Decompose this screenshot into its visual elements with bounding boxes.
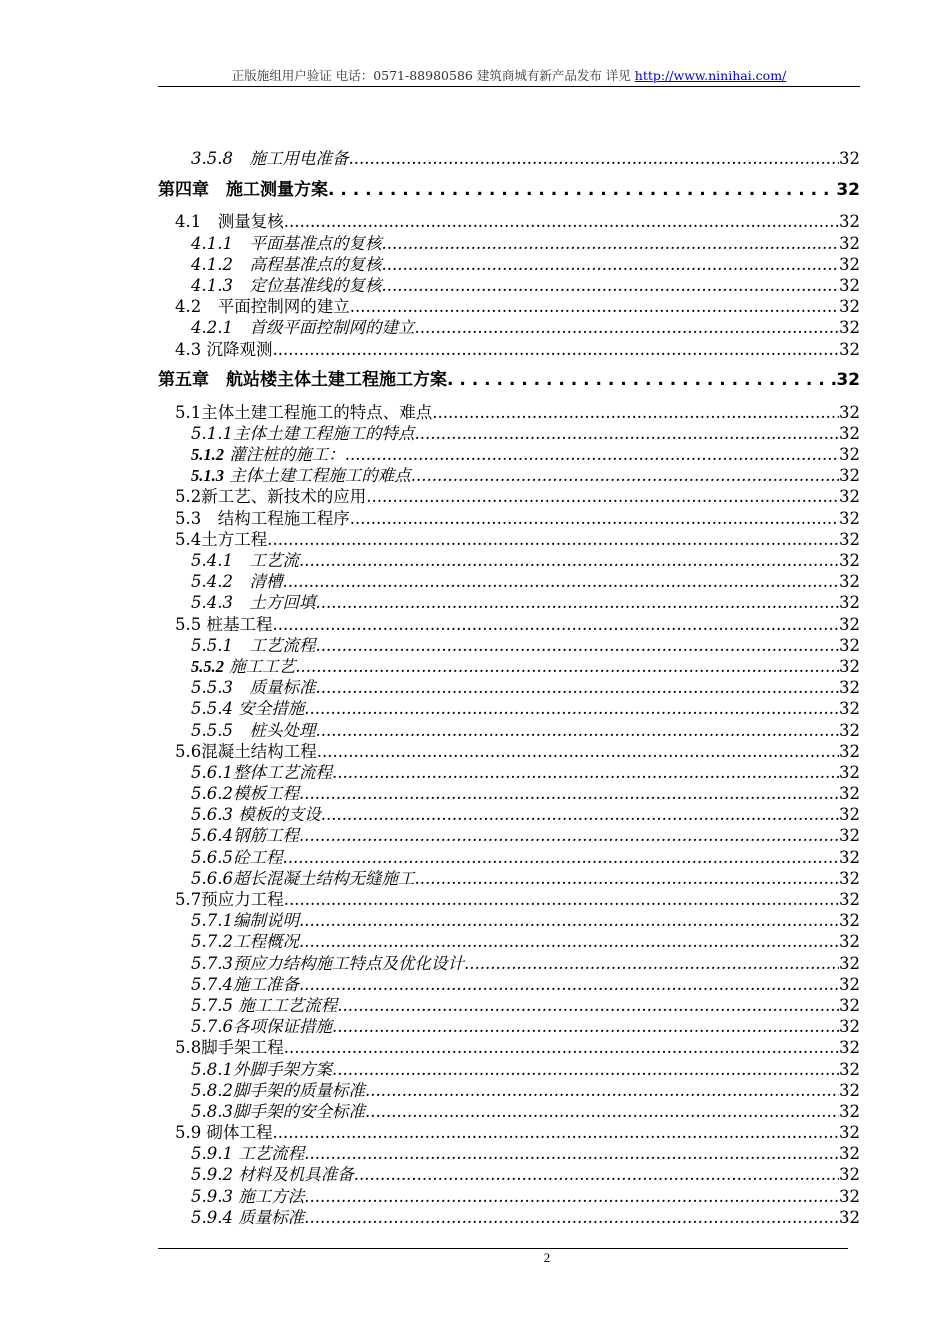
toc-entry[interactable]: [158, 825, 860, 846]
toc-entry-label: 5.6.2模板工程: [191, 784, 299, 804]
toc-entry-label: 4.2 平面控制网的建立: [175, 297, 350, 317]
toc-entry[interactable]: [158, 889, 860, 910]
toc-entry-label: [191, 656, 295, 677]
toc-page-number: 32: [839, 784, 860, 804]
toc-leader-dots: [295, 656, 839, 677]
toc-entry-label: 5.8.1外脚手架方案: [191, 1059, 332, 1079]
toc-page-number: 32: [836, 179, 860, 200]
toc-entry-label: [191, 465, 411, 486]
toc-entry[interactable]: [158, 423, 860, 444]
toc-entry-label: 4.1 测量复核: [175, 212, 284, 232]
toc-entry[interactable]: [158, 868, 860, 889]
toc-leader-dots: [304, 1143, 839, 1164]
toc-page-number: 32: [839, 275, 860, 295]
toc-entry[interactable]: [158, 1037, 860, 1058]
toc-page-number: 32: [839, 995, 860, 1015]
toc-entry-label: 4.1.3 定位基准线的复核: [191, 275, 382, 295]
toc-page-number: 32: [839, 572, 860, 592]
toc-entry[interactable]: [158, 211, 860, 232]
toc-entry-label: 5.6.1整体工艺流程: [191, 762, 332, 782]
toc-entry-label: [191, 444, 345, 465]
toc-page-number: 32: [839, 1059, 860, 1079]
toc-page-number: 32: [839, 1038, 860, 1058]
toc-entry-label: 5.5 桩基工程: [175, 614, 273, 634]
toc-entry-title: 灌注桩的施工：: [224, 445, 345, 465]
page-header: [158, 66, 860, 84]
toc-leader-dots: [273, 614, 840, 635]
toc-page-number: 32: [839, 212, 860, 232]
toc-entry-label: 5.7.5 施工工艺流程: [191, 995, 338, 1015]
toc-entry[interactable]: [158, 931, 860, 952]
toc-leader-dots: [411, 465, 839, 486]
toc-leader-dots: [328, 180, 836, 201]
toc-leader-dots: [350, 296, 839, 317]
toc-leader-dots: [432, 402, 839, 423]
toc-entry[interactable]: [158, 1016, 860, 1037]
toc-page-number: 32: [839, 423, 860, 443]
toc-entry-label: 5.2新工艺、新技术的应用: [175, 487, 367, 507]
toc-leader-dots: [299, 974, 839, 995]
toc-page-number: 32: [839, 974, 860, 994]
toc-entry[interactable]: [158, 698, 860, 719]
toc-entry-label: 5.7.1编制说明: [191, 911, 299, 931]
toc-leader-dots: [332, 1059, 839, 1080]
toc-page-number: 32: [839, 233, 860, 253]
toc-entry[interactable]: [158, 550, 860, 571]
toc-leader-dots: [299, 825, 839, 846]
toc-entry-label: 5.5.3 质量标准: [191, 678, 316, 698]
toc-page-number: 32: [839, 297, 860, 317]
toc-entry[interactable]: [158, 232, 860, 253]
toc-entry[interactable]: [158, 846, 860, 867]
toc-page-number: 32: [839, 1186, 860, 1206]
toc-entry-label: 5.8.2脚手架的质量标准: [191, 1080, 365, 1100]
toc-leader-dots: [317, 741, 839, 762]
toc-page-number: 32: [839, 699, 860, 719]
toc-entry[interactable]: [158, 677, 860, 698]
toc-entry[interactable]: [158, 338, 860, 359]
toc-leader-dots: [365, 1080, 839, 1101]
toc-entry-label: 5.6.5砼工程: [191, 847, 283, 867]
toc-entry[interactable]: [158, 762, 860, 783]
toc-entry[interactable]: [158, 529, 860, 550]
toc-entry[interactable]: [158, 783, 860, 804]
toc-entry-label: 5.7.4施工准备: [191, 974, 299, 994]
toc-entry-label: 5.1.1主体土建工程施工的特点: [191, 423, 415, 443]
toc-entry[interactable]: [158, 592, 860, 613]
toc-entry[interactable]: [158, 1080, 860, 1101]
toc-leader-dots: [299, 910, 839, 931]
toc-page-number: 32: [839, 762, 860, 782]
toc-leader-dots: [332, 762, 839, 783]
toc-entry-label: 5.5.1 工艺流程: [191, 635, 316, 655]
toc-leader-dots: [304, 698, 839, 719]
toc-leader-dots: [332, 1016, 839, 1037]
header-link[interactable]: http://www.ninihai.com/: [634, 68, 787, 83]
toc-leader-dots: [381, 275, 839, 296]
toc-entry[interactable]: [158, 635, 860, 656]
toc-page-number: 32: [839, 1101, 860, 1121]
toc-entry-label: 5.3 结构工程施工程序: [175, 508, 350, 528]
toc-entry[interactable]: [158, 1101, 860, 1122]
toc-page-number: 32: [839, 339, 860, 359]
toc-leader-dots: [381, 254, 839, 275]
toc-entry-label: 第四章 施工测量方案: [158, 179, 328, 200]
page-number: 2: [543, 1250, 551, 1265]
toc-leader-dots: [315, 635, 839, 656]
toc-page-number: 32: [839, 890, 860, 909]
toc-leader-dots: [321, 804, 839, 825]
toc-leader-dots: [366, 486, 839, 507]
toc-page-number: 32: [839, 402, 860, 422]
toc-entry[interactable]: [158, 804, 860, 825]
toc-page-number: 32: [839, 1017, 860, 1037]
toc-entry[interactable]: [158, 402, 860, 423]
toc-entry[interactable]: [158, 148, 860, 169]
toc-entry[interactable]: [158, 952, 860, 973]
toc-page-number: 32: [839, 720, 860, 740]
toc-entry[interactable]: [158, 1143, 860, 1164]
toc-page-number: 32: [839, 1207, 860, 1227]
toc-entry[interactable]: [158, 1058, 860, 1079]
toc-entry[interactable]: [158, 719, 860, 740]
toc-page-number: 32: [839, 1080, 860, 1100]
toc-entry-label: 5.9.3 施工方法: [191, 1186, 305, 1206]
toc-leader-dots: [315, 677, 839, 698]
toc-entry-label: 5.9.1 工艺流程: [191, 1144, 305, 1164]
toc-entry[interactable]: [158, 317, 860, 338]
toc-entry-label: 5.7.2工程概况: [191, 932, 299, 952]
footer-divider: [158, 1248, 848, 1249]
toc-leader-dots: [299, 783, 839, 804]
toc-leader-dots: [273, 339, 840, 360]
toc-page-number: 32: [839, 1123, 860, 1143]
toc-entry-label: 5.7.6各项保证措施: [191, 1017, 332, 1037]
toc-entry-label: 5.1主体土建工程施工的特点、难点: [175, 402, 433, 422]
header-text: 正版施组用户验证 电话：0571-88980586 建筑商城有新产品发布 详见: [231, 68, 635, 83]
toc-entry-label: 5.9.2 材料及机具准备: [191, 1165, 354, 1185]
toc-leader-dots: [464, 953, 839, 974]
toc-page-number: 32: [839, 932, 860, 952]
toc-page-number: 32: [839, 551, 860, 570]
toc-page-number: 32: [839, 254, 860, 274]
toc-page-number: 32: [839, 508, 860, 528]
toc-entry-label: 5.9 砌体工程: [175, 1123, 273, 1143]
toc-page-number: 32: [839, 953, 860, 973]
toc-entry-label: 4.1.2 高程基准点的复核: [191, 254, 382, 274]
toc-page-number: 32: [839, 805, 860, 825]
toc-entry[interactable]: [158, 465, 860, 486]
toc-leader-dots: [273, 1122, 840, 1143]
toc-entry-label: 5.9.4 质量标准: [191, 1207, 305, 1227]
toc-leader-dots: [365, 1101, 839, 1122]
toc-entry-number: 5.1.3: [191, 466, 224, 486]
toc-chapter-entry[interactable]: [158, 360, 860, 402]
toc-page-number: 32: [839, 529, 860, 549]
toc-entry[interactable]: [158, 486, 860, 507]
toc-page-number: 32: [839, 466, 860, 486]
toc-entry[interactable]: [158, 444, 860, 465]
toc-leader-dots: [282, 571, 839, 592]
toc-leader-dots: [350, 508, 839, 529]
toc-page-number: 32: [839, 1144, 860, 1164]
toc-entry-label: 4.1.1 平面基准点的复核: [191, 233, 382, 253]
toc-entry-title: 施工工艺: [224, 656, 296, 676]
toc-entry[interactable]: [158, 507, 860, 528]
toc-entry[interactable]: [158, 1122, 860, 1143]
toc-entry-number: 5.5.2: [191, 656, 224, 676]
toc-page-number: 32: [839, 318, 860, 338]
toc-leader-dots: [304, 1207, 839, 1228]
toc-entry[interactable]: [158, 613, 860, 634]
toc-entry-label: 5.7预应力工程: [175, 890, 284, 909]
toc-page-number: 32: [839, 593, 860, 613]
toc-entry[interactable]: [158, 275, 860, 296]
toc-entry-number: 5.1.2: [191, 445, 224, 465]
toc-leader-dots: [282, 847, 839, 868]
toc-page-number: 32: [839, 487, 860, 507]
toc-entry[interactable]: [158, 995, 860, 1016]
toc-page-number: 32: [839, 149, 860, 169]
toc-entry[interactable]: [158, 656, 860, 677]
toc-page-number: 32: [839, 826, 860, 846]
toc-entry[interactable]: [158, 974, 860, 995]
toc-entry-label: 5.4土方工程: [175, 529, 268, 549]
toc-page-number: 32: [839, 911, 860, 931]
toc-leader-dots: [315, 592, 839, 613]
toc-leader-dots: [414, 423, 839, 444]
toc-leader-dots: [315, 720, 839, 741]
toc-page-number: 32: [836, 370, 860, 390]
toc-page-number: 32: [839, 847, 860, 867]
toc-entry-label: 5.4.3 土方回填: [191, 593, 316, 613]
toc-entry-label: 5.5.5 桩头处理: [191, 720, 316, 740]
toc-entry-label: 5.6.4钢筋工程: [191, 826, 299, 846]
toc-page-number: 32: [839, 678, 860, 698]
table-of-contents: [158, 148, 860, 1228]
toc-leader-dots: [345, 444, 839, 465]
toc-leader-dots: [284, 211, 839, 232]
toc-page-number: 32: [839, 741, 860, 761]
toc-entry[interactable]: [158, 1185, 860, 1206]
toc-page-number: 32: [839, 656, 860, 676]
toc-page-number: 32: [839, 868, 860, 888]
toc-entry-label: 5.4.2 清槽: [191, 572, 283, 592]
toc-entry[interactable]: [158, 571, 860, 592]
toc-page-number: 32: [839, 445, 860, 465]
toc-leader-dots: [348, 148, 839, 169]
toc-entry[interactable]: [158, 296, 860, 317]
toc-entry[interactable]: [158, 741, 860, 762]
toc-leader-dots: [354, 1164, 839, 1185]
toc-leader-dots: [284, 889, 839, 910]
toc-entry-label: 5.8脚手架工程: [175, 1038, 284, 1058]
toc-entry[interactable]: [158, 910, 860, 931]
toc-page-number: 32: [839, 614, 860, 634]
toc-leader-dots: [414, 317, 839, 338]
toc-leader-dots: [299, 550, 839, 571]
toc-leader-dots: [337, 995, 839, 1016]
toc-entry-label: 3.5.8 施工用电准备: [191, 149, 349, 169]
header-divider: [158, 86, 860, 87]
toc-entry-label: 5.8.3脚手架的安全标准: [191, 1101, 365, 1121]
toc-entry[interactable]: [158, 1207, 860, 1228]
toc-entry[interactable]: [158, 254, 860, 275]
toc-entry-label: 5.6.3 模板的支设: [191, 805, 321, 825]
toc-leader-dots: [304, 1186, 839, 1207]
toc-leader-dots: [284, 1037, 839, 1058]
toc-entry-label: 第五章 航站楼主体土建工程施工方案: [158, 370, 447, 390]
toc-entry-label: 4.3 沉降观测: [175, 339, 273, 359]
toc-chapter-entry[interactable]: [158, 169, 860, 211]
toc-page-number: 32: [839, 1165, 860, 1185]
toc-entry-label: 5.6.6超长混凝土结构无缝施工: [191, 868, 415, 888]
toc-leader-dots: [267, 529, 839, 550]
toc-entry[interactable]: [158, 1164, 860, 1185]
toc-entry-label: 5.5.4 安全措施: [191, 699, 305, 719]
toc-leader-dots: [447, 370, 836, 391]
toc-leader-dots: [414, 868, 839, 889]
toc-leader-dots: [299, 931, 839, 952]
toc-entry-label: 5.7.3预应力结构施工特点及优化设计: [191, 953, 464, 973]
toc-page-number: 32: [839, 635, 860, 655]
toc-entry-title: 主体土建工程施工的难点: [224, 466, 411, 486]
toc-leader-dots: [381, 233, 839, 254]
toc-entry-label: 5.4.1 工艺流: [191, 551, 299, 570]
toc-entry-label: 4.2.1 首级平面控制网的建立: [191, 318, 415, 338]
toc-entry-label: 5.6混凝土结构工程: [175, 741, 317, 761]
